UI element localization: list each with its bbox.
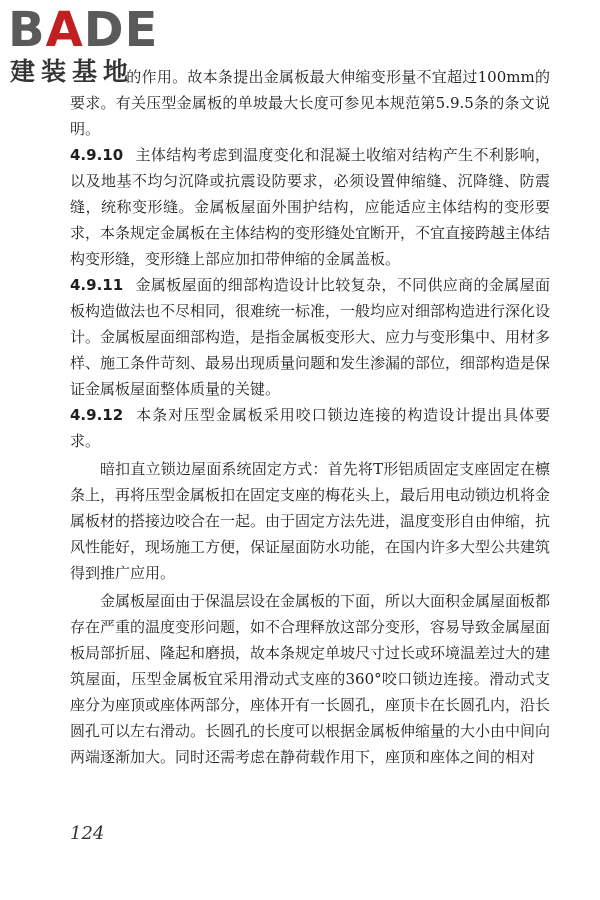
clause-4-9-12	[70, 402, 550, 454]
paragraph-continuation: 的作用。故本条提出金属板最大伸缩变形量不宜超过100mm的要求。有关压型金属板的单坡最大长度可参见本规范第5.9.5条的条文说明。	[70, 68, 550, 138]
clause-number: 4.9.12	[70, 406, 124, 424]
clause-4-9-11	[70, 272, 550, 402]
clause-4-9-10	[70, 142, 550, 272]
clause-number: 4.9.11	[70, 276, 124, 294]
page-number: 124	[70, 823, 105, 844]
document-body	[70, 64, 550, 770]
logo-wordmark: BADE	[8, 2, 159, 58]
body-paragraph: 暗扣直立锁边屋面系统固定方式：首先将T形铝质固定支座固定在檩条上，再将压型金属板扣在固定支座的梅花头上，最后用电动锁边机将金属板材的搭接边咬合在一起。由于固定方法先进，温度变形自由伸缩，抗风性能好，现场施工方便，保证屋面防水功能，在国内许多大型公共建筑得到推广应用。	[70, 460, 551, 582]
clause-text: 金属板屋面的细部构造设计比较复杂，不同供应商的金属屋面板构造做法也不尽相同，很难统一标准，一般均应对细部构造进行深化设计。金属板屋面细部构造，是指金属板变形大、应力与变形集中、用材多样、施工条件苛刻、最易出现质量问题和发生渗漏的部位，细部构造是保证金属板屋面整体质量的关键。	[70, 276, 551, 398]
clause-number: 4.9.10	[70, 146, 124, 164]
logo-subtitle: 建装基地	[10, 57, 135, 86]
clause-text: 主体结构考虑到温度变化和混凝土收缩对结构产生不利影响，以及地基不均匀沉降或抗震设防要求，必须设置伸缩缝、沉降缝、防震缝，统称变形缝。金属板屋面外围护结构，应能适应主体结构的变形要求，本条规定金属板在主体结构的变形缝处宜断开，不宜直接跨越主体结构变形缝，变形缝上部应加扣带伸缩的金属盖板。	[70, 146, 551, 268]
clause-text: 本条对压型金属板采用咬口锁边连接的构造设计提出具体要求。	[70, 406, 550, 450]
body-paragraph: 金属板屋面由于保温层设在金属板的下面，所以大面积金属屋面板都存在严重的温度变形问题，如不合理释放这部分变形，容易导致金属屋面板局部折屈、隆起和磨损，故本条规定单坡尺寸过长或环境温差过大的建筑屋面，压型金属板宜采用滑动式支座的360°咬口锁边连接。滑动式支座分为座顶或座体两部分，座体开有一长圆孔，座顶卡在长圆孔内，沿长圆孔可以左右滑动。长圆孔的长度可以根据金属板伸缩量的大小由中间向两端逐渐加大。同时还需考虑在静荷载作用下，座顶和座体之间的相对	[70, 592, 551, 766]
